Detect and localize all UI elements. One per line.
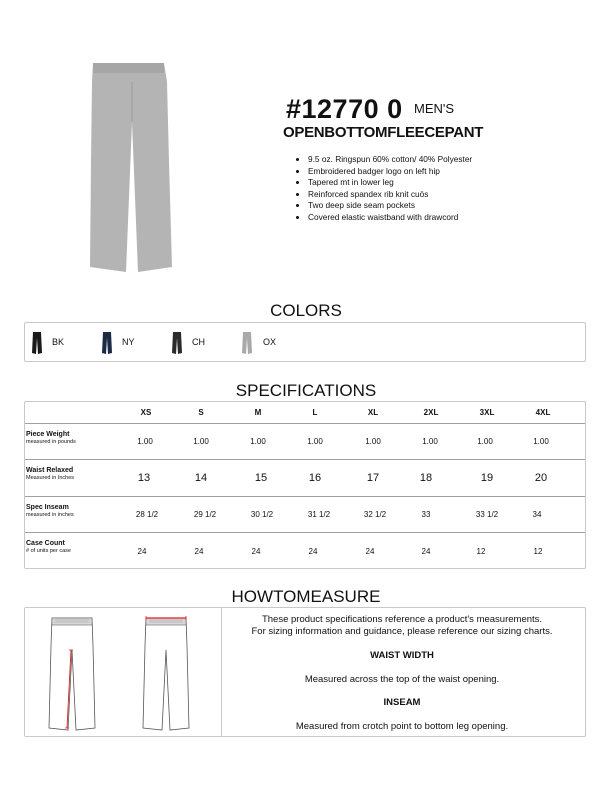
- table-cell: 24: [365, 547, 375, 556]
- color-code-ox: OX: [263, 337, 277, 347]
- table-cell: 16: [308, 472, 322, 484]
- table-cell: 24: [308, 547, 318, 556]
- row-label: Piece Weight: [26, 431, 70, 438]
- product-number: #12770 0: [286, 94, 403, 124]
- row-label: Waist Relaxed: [26, 467, 74, 474]
- table-cell: 1.00: [307, 437, 323, 446]
- table-cell: 1.00: [477, 437, 493, 446]
- size-header: L: [312, 408, 318, 417]
- product-gender: MEN'S: [414, 101, 455, 116]
- measure-intro-2: For sizing information and guidance, please reference our sizing charts.: [251, 626, 553, 637]
- feature-item: • Tapered mt in lower leg: [308, 177, 472, 189]
- feature-item: • Embroidered badger logo on left hip: [308, 166, 472, 178]
- row-sublabel: measured in pounds: [26, 439, 76, 445]
- measure-divider: [221, 608, 222, 736]
- measure-intro-1: These product specifications reference a product's measurements.: [261, 614, 543, 625]
- table-row: [25, 496, 585, 533]
- table-cell: 18: [419, 472, 433, 484]
- table-cell: 24: [251, 547, 261, 556]
- row-sublabel: measured in inches: [26, 512, 74, 518]
- table-cell: 28 1/2: [135, 510, 159, 519]
- size-header: 2XL: [423, 408, 439, 417]
- table-cell: 32 1/2: [363, 510, 387, 519]
- measure-box: [24, 607, 586, 737]
- table-cell: 1.00: [193, 437, 209, 446]
- table-cell: 17: [366, 472, 380, 484]
- table-cell: 1.00: [365, 437, 381, 446]
- size-header: 3XL: [479, 408, 495, 417]
- row-sublabel: # of units per case: [26, 548, 71, 554]
- colors-title: COLORS: [270, 301, 342, 320]
- row-sublabel: Measured in Inches: [26, 475, 74, 481]
- table-row: [25, 423, 585, 460]
- size-header: M: [254, 408, 262, 417]
- inseam-heading: INSEAM: [383, 697, 421, 708]
- table-cell: 20: [534, 472, 548, 484]
- row-label: Case Count: [26, 540, 65, 547]
- colors-box: [24, 322, 586, 362]
- color-code-ch: CH: [192, 337, 205, 347]
- size-header: 4XL: [535, 408, 551, 417]
- feature-item: • Two deep side seam pockets: [308, 200, 472, 212]
- table-cell: 31 1/2: [307, 510, 331, 519]
- size-header: XL: [367, 408, 379, 417]
- waist-diagram: [141, 616, 191, 732]
- size-header: S: [198, 408, 204, 417]
- table-cell: 12: [476, 547, 486, 556]
- table-cell: 1.00: [422, 437, 438, 446]
- inseam-diagram: [47, 616, 97, 732]
- row-label: Spec Inseam: [26, 504, 69, 511]
- table-cell: 33: [421, 510, 431, 519]
- table-cell: 19: [480, 472, 494, 484]
- table-cell: 13: [137, 472, 151, 484]
- color-code-ny: NY: [122, 337, 135, 347]
- table-cell: 12: [533, 547, 543, 556]
- table-row: [25, 459, 585, 497]
- table-cell: 33 1/2: [475, 510, 499, 519]
- table-cell: 24: [421, 547, 431, 556]
- waist-width-heading: WAIST WIDTH: [370, 650, 434, 661]
- table-cell: 1.00: [533, 437, 549, 446]
- table-cell: 15: [254, 472, 268, 484]
- size-header: XS: [140, 408, 152, 417]
- color-swatch-ny[interactable]: [102, 332, 112, 354]
- feature-item: • 9.5 oz. Ringspun 60% cotton/ 40% Polyester: [308, 154, 472, 166]
- specs-title: SPECIFICATIONS: [235, 381, 377, 400]
- table-cell: 29 1/2: [193, 510, 217, 519]
- table-row: [25, 532, 585, 569]
- feature-list: [298, 154, 472, 224]
- feature-item: • Covered elastic waistband with drawcord: [308, 212, 472, 224]
- inseam-desc: Measured from crotch point to bottom leg opening.: [295, 721, 509, 732]
- product-name: OPENBOTTOMFLEECEPANT: [283, 124, 484, 141]
- table-cell: 34: [532, 510, 542, 519]
- table-cell: 1.00: [250, 437, 266, 446]
- pant-photo: [86, 62, 176, 274]
- table-cell: 14: [194, 472, 208, 484]
- measure-title: HOWTOMEASURE: [231, 587, 381, 606]
- table-cell: 24: [137, 547, 147, 556]
- color-swatch-ox[interactable]: [242, 332, 252, 354]
- color-swatch-bk[interactable]: [32, 332, 42, 354]
- color-code-bk: BK: [52, 337, 65, 347]
- waist-width-desc: Measured across the top of the waist opening.: [304, 674, 500, 685]
- table-cell: 24: [194, 547, 204, 556]
- color-swatch-ch[interactable]: [172, 332, 182, 354]
- table-cell: 1.00: [137, 437, 153, 446]
- table-cell: 30 1/2: [250, 510, 274, 519]
- feature-item: • Reinforced spandex rib knit cuös: [308, 189, 472, 201]
- specs-table: [24, 401, 586, 569]
